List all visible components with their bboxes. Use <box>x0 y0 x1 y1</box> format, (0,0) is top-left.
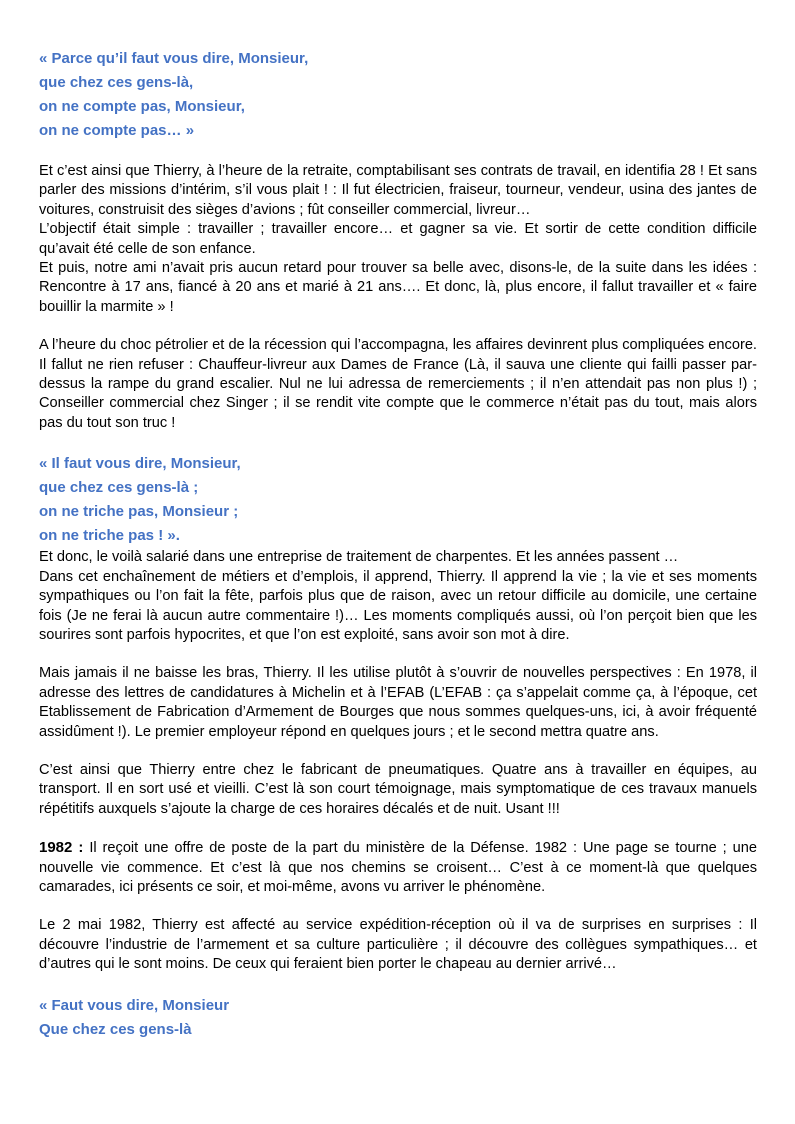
quote-line: « Parce qu’il faut vous dire, Monsieur, <box>39 50 309 67</box>
paragraph-7: Le 2 mai 1982, Thierry est affecté au service expédition-réception où il va de surprises en surprises : Il découvre l’industrie de l’armement et sa culture particulière ; il découvre des collègues sympathiques… et d’autres qui le sont moins. De ceux qui feraient bien porter le chapeau au dernier arrivé… <box>39 917 757 973</box>
paragraph-line: Dans cet enchaînement de métiers et d’emplois, il apprend, Thierry. Il apprend la vie ; la vie et ses moments sympathiques ou l’on fait la fête, parfois plus que de raison, avec un retour difficile au domicile, une certaine fois (Je ne ferai là aucun autre commentaire !)… Les moments compliqués aussi, où l’on perçoit bien que les sourires sont parfois hypocrites, et que l’on est exploité, sans avoir son mot à dire. <box>39 568 757 643</box>
year-label: 1982 : <box>39 839 84 857</box>
quote-block-2 <box>39 452 757 548</box>
paragraph-2: A l’heure du choc pétrolier et de la récession qui l’accompagna, les affaires devinrent plus compliquées encore. Il fallut ne rien refuser : Chauffeur-livreur aux Dames de France (Là, il sauva une cliente qui failli passer par-dessus la rampe du grand escalier. Nul ne lui adressa de remerciements ; il n’en attendait pas non plus !) ; Conseiller commercial chez Singer ; il se rendit vite compte que le commerce n’était pas du tout, mais alors pas du tout son truc ! <box>39 337 757 431</box>
quote-line: on ne triche pas, Monsieur ; <box>39 503 239 521</box>
paragraph-6 <box>39 838 757 897</box>
paragraph-4: Mais jamais il ne baisse les bras, Thierry. Il les utilise plutôt à s’ouvrir de nouvelles perspectives : En 1978, il adresse des lettres de candidatures à Michelin et à l’EFAB (L’EFAB : ça s’appelait comme ça, à l’époque, cet Etablissement de Fabrication d’Armement de Bourges que nous sommes quelques-uns, ici, à avoir fréquenté assidûment !). Le premier employeur répond en quelques jours ; et le second mettra quatre ans. <box>39 665 757 740</box>
paragraph-3 <box>39 548 757 645</box>
paragraph-line: Et c’est ainsi que Thierry, à l’heure de la retraite, comptabilisant ses contrats de travail, en identifia 28 ! Et sans parler des missions d’intérim, s’il vous plait ! : Il fut électricien, fraiseur, tourneur, vendeur, usina des jantes de voitures, construisit des sièges d’avions ; fût conseiller commercial, livreur… <box>39 163 757 218</box>
quote-line: que chez ces gens-là, <box>39 74 194 91</box>
paragraph-line: Et donc, le voilà salarié dans une entreprise de traitement de charpentes. Et les années passent … <box>39 549 679 566</box>
quote-line: on ne triche pas ! ». <box>39 527 180 545</box>
quote-line: « Il faut vous dire, Monsieur, <box>39 455 241 473</box>
paragraph-line: Et puis, notre ami n’avait pris aucun retard pour trouver sa belle avec, disons-le, de la suite dans les idées : Rencontre à 17 ans, fiancé à 20 ans et marié à 21 ans…. Et donc, là, plus encore, il fallut travailler et « faire bouillir la marmite » ! <box>39 260 757 315</box>
quote-block-3 <box>39 994 757 1042</box>
quote-line: on ne compte pas, Monsieur, <box>39 98 245 115</box>
quote-line: on ne compte pas… » <box>39 122 195 139</box>
paragraph-1 <box>39 162 757 317</box>
paragraph-5: C’est ainsi que Thierry entre chez le fabricant de pneumatiques. Quatre ans à travailler en équipes, au transport. Il en sort usé et vieilli. C’est là son court témoignage, mais symptomatique de ces travaux manuels répétitifs auxquels s’ajoute la charge de ces horaires décalés et de nuit. Usant !!! <box>39 761 757 817</box>
quote-line: que chez ces gens-là ; <box>39 479 199 497</box>
quote-block-1 <box>39 47 757 143</box>
document-page <box>39 47 757 1042</box>
paragraph-line: L’objectif était simple : travailler ; travailler encore… et gagner sa vie. Et sortir de cette condition difficile qu’avait été celle de son enfance. <box>39 221 757 257</box>
quote-line: « Faut vous dire, Monsieur <box>39 996 230 1014</box>
paragraph-text: Il reçoit une offre de poste de la part du ministère de la Défense. 1982 : Une page se tourne ; une nouvelle vie commence. Et c’est là que nos chemins se croisent… C’est à ce moment-là que quelques camarades, ici présents ce soir, et moi-même, avons vu arriver le phénomène. <box>39 840 757 895</box>
quote-line: Que chez ces gens-là <box>39 1020 192 1038</box>
